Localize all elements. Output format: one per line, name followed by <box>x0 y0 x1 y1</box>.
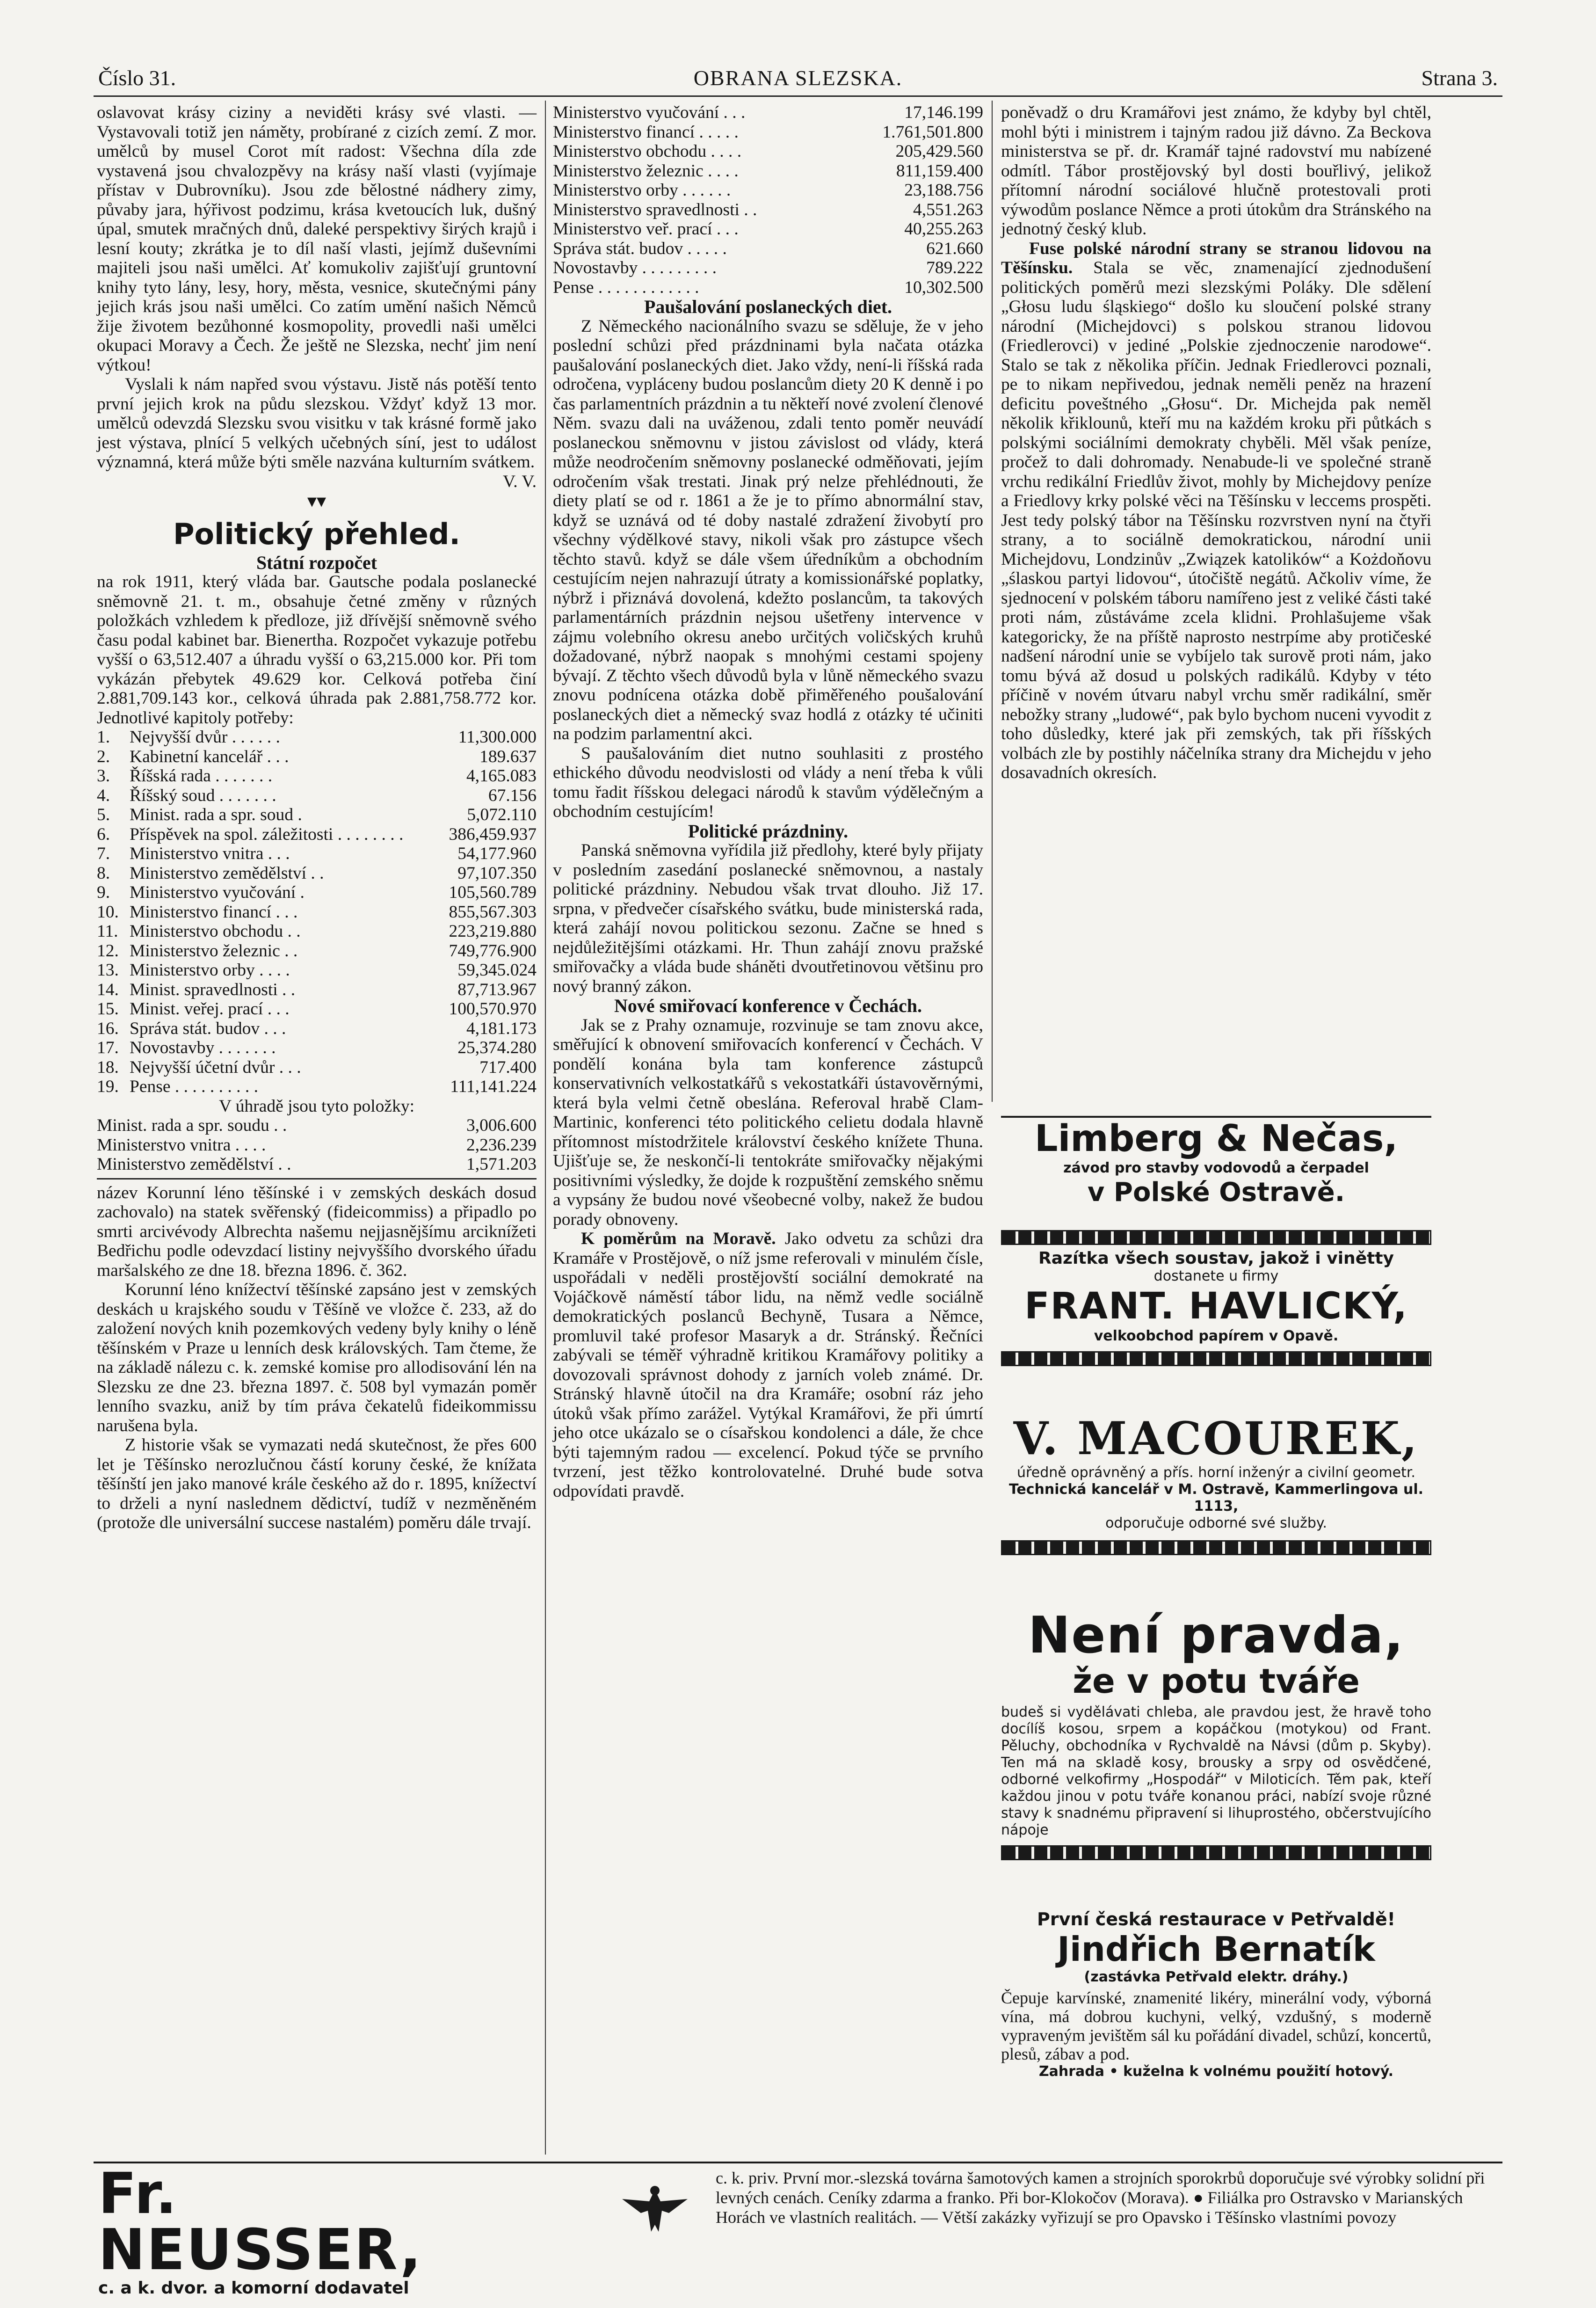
ad-company: Limberg & Nečas, <box>1034 1118 1398 1160</box>
column-3 <box>1001 103 1431 783</box>
item-value: 4,181.173 <box>466 1019 537 1038</box>
item-label: Novostavby . . . . . . . <box>130 1038 276 1057</box>
column-divider <box>545 101 546 2155</box>
list-row <box>553 103 983 123</box>
item-label: Ministerstvo zemědělství . . <box>130 863 324 883</box>
item-label: Minist. rada a spr. soudu . . <box>97 1116 287 1135</box>
border-ornament <box>1001 1540 1431 1555</box>
list-row <box>553 123 983 142</box>
list-row <box>97 786 537 806</box>
list-row <box>97 1058 537 1078</box>
ad-line: velkoobchod papírem v Opavě. <box>1094 1328 1339 1344</box>
item-number: 8. <box>97 863 110 883</box>
list-heading: V úhradě jsou tyto položky: <box>218 1096 414 1116</box>
item-label: Říšský soud . . . . . . . <box>130 786 276 805</box>
item-label: Minist. veřej. prací . . . <box>130 999 290 1019</box>
ad-headline: že v potu tváře <box>1073 1661 1360 1701</box>
ornament: ▾▾ <box>307 490 326 511</box>
item-label: Pense . . . . . . . . . . . . <box>553 277 699 297</box>
signature: V. V. <box>503 472 537 491</box>
ad-company: FRANT. HAVLICKÝ, <box>1024 1285 1408 1327</box>
ad-line: Razítka všech soustav, jakož i vinětty <box>1038 1249 1394 1268</box>
item-value: 223,219.880 <box>449 922 537 941</box>
list-row <box>97 941 537 961</box>
list-row <box>97 844 537 864</box>
footer-text: c. k. priv. První mor.-slezská továrna šamotových kamen a strojních sporokrbů doporučuje své výrobky solidní při levných cenách. Ceníky zdarma a franko. Při bor-Klokočov (Morava). ● Filiálka pro Ostravsko v Marianských Horách ve vlastních realitách. — Větší zakázky vyřizují se pro Opavsko i Těšínsko vlastními povozy <box>716 2169 1485 2227</box>
item-value: 3,006.600 <box>466 1116 537 1135</box>
ad-line: dostanete u firmy <box>1153 1268 1279 1284</box>
item-label: Ministerstvo financí . . . <box>130 902 298 922</box>
ad-body: budeš si vydělávati chleba, ale pravdou jest, že hravě toho docílíš kosou, srpem a kopáčkou (motykou) od Frant. Pěluchy, obchodníka v Rychvaldě na Návsi (dům p. Skyby). Ten má na skladě kosy, brousky a srpy od osvědčené, odborné velkofirmy „Hospodář“ v Miloticích. Těm pak, kteří každou jinou v potu tváře konanou práci, nabízí svoje různé stavy k snadnému připravení si lihuprostého, občerstvujícího nápoje <box>1001 1704 1431 1838</box>
item-label: Říšská rada . . . . . . . <box>130 766 273 786</box>
article-paragraph: Panská sněmovna vyřídila již předlohy, které byly přijaty v posledním zasedání poslanecké sněmovnou, a nastaly politické prázdniny. Nebudou však trvat dlouho. Již 17. srpna, v předvečer císařského svátku, bude ministerská rada, která zahájí novou politickou sezonu. Začne se hned s nejdůležitějšími otázkami. Hr. Thun zahájí znovu pražské smiřovačky a vláda bude sháněti dvoutřetinovou většinu pro nový branný zákon. <box>553 841 983 996</box>
article-paragraph: Jak se z Prahy oznamuje, rozvinuje se tam znovu akce, směřující k obnovení smiřovacích konferencí v Čechách. V pondělí konána byla tam konference zástupců konservativních velkostatkářů s vekostatkáři ústavověrnými, která byla velmi četně obeslána. Referoval hrabě Clam-Martinic, konferenci této politického celietu dodala hlavně přítomnost místodržitele království českého knížete Thuna. Ujišťuje se, že neskončí-li tentokráte smiřovačky nějakými positivními výsledky, že dojde k rozpuštění zemského sněmu a vypsány že budou nové všeobecné volby, nakež že budou porady obnoveny. <box>553 1015 983 1229</box>
item-number: 17. <box>97 1038 119 1057</box>
column-2 <box>553 103 983 1501</box>
article-heading: Politické prázdniny. <box>688 820 849 842</box>
item-label: Ministerstvo vyučování . <box>130 883 305 902</box>
article-heading-inline: Fuse polské národní strany se stranou lidovou na Těšínsku. <box>1001 239 1431 277</box>
ad-line: První česká restaurace v Petřvaldě! <box>1037 1909 1395 1929</box>
item-value: 2,236.239 <box>466 1135 537 1155</box>
item-label: Ministerstvo orby . . . . . . <box>553 181 731 200</box>
item-label: Minist. spravedlnosti . . <box>130 980 296 999</box>
item-number: 3. <box>97 766 110 786</box>
eagle-emblem-icon <box>617 2180 692 2236</box>
item-value: 10,302.500 <box>904 277 983 297</box>
item-label: Ministerstvo spravedlnosti . . <box>553 200 757 219</box>
item-label: Ministerstvo vyučování . . . <box>553 103 746 122</box>
list-row <box>553 219 983 239</box>
item-value: 111,141.224 <box>450 1077 537 1096</box>
item-number: 5. <box>97 805 110 824</box>
item-label: Příspěvek na spol. záležitosti . . . . . . . . <box>130 824 404 844</box>
list-row <box>97 999 537 1019</box>
item-number: 6. <box>97 824 110 844</box>
list-row <box>97 903 537 922</box>
item-label: Ministerstvo železnic . . <box>130 941 298 961</box>
item-label: Ministerstvo financí . . . . . <box>553 122 739 142</box>
item-value: 386,459.937 <box>449 824 537 844</box>
ad-line: Zahrada • kuželna k volnému použití hotový. <box>1038 2063 1394 2080</box>
item-value: 749,776.900 <box>449 941 537 961</box>
item-value: 25,374.280 <box>457 1038 537 1057</box>
article-paragraph: Jako odvetu za schůzi dra Kramáře v Prostějově, o níž jsme referovali v minulém čísle, uspořádali v neděli prostějovští sociální demokraté na Vojáčkově náměstí tábor lidu, na němž vedle sociálně demokratických poslanců Bechyně, Tusara a Němce, promluvil také profesor Masaryk a dr. Stránský. Řečníci zabývali se téměř výhradně kritikou Kramářovy politiky a dovozovali správnost dohody z jarních voleb známé. Dr. Stránský hlavně útočil na dra Kramáře; osobní ráz jeho útoků však přímo zarážel. Vytýkal Kramářovi, že při úmrtí jeho otce ukázalo se o císařskou kondolenci a dále, že chce býti tajemným radou — excelencí. Pokud týče se prvního tvrzení, jest těžko kontrolovatelné. Druhé bude sotva odpovídati pravdě. <box>553 1229 984 1501</box>
ad-macourek <box>1001 1413 1431 1557</box>
item-value: 100,570.970 <box>449 999 537 1019</box>
footer-ad <box>94 2162 1502 2298</box>
ad-line: závod pro stavby vodovodů a čerpadel <box>1063 1160 1369 1176</box>
list-row <box>97 1019 537 1039</box>
item-value: 59,345.024 <box>457 961 537 980</box>
list-row <box>97 883 537 903</box>
list-row <box>97 1038 537 1058</box>
item-value: 4,551.263 <box>913 200 983 219</box>
item-value: 4,165.083 <box>466 766 537 786</box>
ad-line: odporučuje odborné své služby. <box>1105 1515 1327 1531</box>
logo-text: Fr. NEUSSER, <box>98 2162 423 2283</box>
list-row <box>97 728 537 747</box>
item-number: 16. <box>97 1019 119 1038</box>
item-label: Ministerstvo orby . . . . <box>130 961 290 980</box>
list-row <box>553 258 983 278</box>
page-number: Strana 3. <box>1421 66 1498 90</box>
ad-company: V. MACOUREK, <box>1013 1412 1419 1465</box>
item-label: Pense . . . . . . . . . . <box>130 1077 258 1096</box>
item-value: 17,146.199 <box>904 103 983 122</box>
ad-city: v Polské Ostravě. <box>1087 1177 1345 1208</box>
list-row <box>553 278 983 298</box>
list-row <box>97 805 537 825</box>
item-label: Ministerstvo železnic . . . . <box>553 161 739 181</box>
item-value: 11,300.000 <box>458 728 537 747</box>
list-row <box>97 1136 537 1155</box>
item-value: 855,567.303 <box>449 902 537 922</box>
article-heading: Nové smiřovací konference v Čechách. <box>614 995 922 1016</box>
header-rule <box>94 95 1502 97</box>
list-row <box>97 961 537 980</box>
rule <box>97 1178 537 1179</box>
list-row <box>97 766 537 786</box>
item-value: 67.156 <box>488 786 537 805</box>
item-value: 1.761,501.800 <box>882 122 983 142</box>
list-row <box>97 1116 537 1136</box>
item-label: Ministerstvo vnitra . . . . <box>97 1135 266 1155</box>
list-row <box>553 239 983 259</box>
article-paragraph: na rok 1911, který vláda bar. Gautsche podala poslanecké sněmovně 21. t. m., obsahuje četné změny v různých položkách vzhledem k předloze, již dřívější sněmovně svého času podal kabinet bar. Bienertha. Rozpočet vykazuje potřebu vyšší o 63,512.407 a úhradu vyšší o 63,215.000 kor. Při tom vykázán přebytek 49.629 kor. Celková potřeba činí 2.881,709.143 kor., celková úhrada pak 2.881,758.772 kor. Jednotlivé kapitoly potřeby: <box>97 572 537 728</box>
item-value: 1,571.203 <box>466 1155 537 1174</box>
item-value: 54,177.960 <box>457 844 537 863</box>
issue-number: Číslo 31. <box>98 66 176 90</box>
ad-line: Technická kancelář v M. Ostravě, Kammerlingova ul. 1113, <box>1008 1481 1424 1514</box>
list-row <box>97 1077 537 1097</box>
list-row <box>553 200 983 220</box>
ad-limberg-necas <box>1001 1116 1431 1209</box>
neusser-logo <box>98 2162 510 2298</box>
article-paragraph: S paušalováním diet nutno souhlasiti z prostého ethického důvodu neodvislosti od vlády a není třeba k vůli tomu řadit říšskou delegaci národů k stavům výdělečným a obchodním cestujícím! <box>553 743 983 821</box>
item-value: 23,188.756 <box>904 181 983 200</box>
list-row <box>97 1155 537 1174</box>
item-label: Ministerstvo obchodu . . . . <box>553 142 742 161</box>
coverage-list <box>97 1116 537 1174</box>
ad-line: úředně oprávněný a přís. horní inženýr a civilní geometr. <box>1017 1464 1415 1481</box>
ad-company: Jindřich Bernatík <box>1057 1929 1375 1969</box>
item-number: 13. <box>97 961 119 980</box>
list-row <box>97 980 537 1000</box>
border-ornament <box>1001 1230 1431 1245</box>
list-row <box>97 922 537 941</box>
section-title: Politický přehled. <box>173 517 460 551</box>
article-paragraph: Vyslali k nám napřed svou výstavu. Jistě nás potěší tento první jejich krok na půdu slezskou. Vždyť když 13 mor. umělců odevzdá Slezsku svou visitku v tak krásné formě jako jest výstava, plnící 5 velkých učebných síní, jest to událost významná, která může býti směle nazvána kulturním svátkem. <box>97 375 537 472</box>
item-number: 15. <box>97 999 119 1019</box>
item-label: Nejvyšší dvůr . . . . . . <box>130 728 280 747</box>
list-row <box>553 142 983 161</box>
list-row <box>553 161 983 181</box>
list-row <box>97 864 537 883</box>
coverage-list-cont <box>553 103 983 297</box>
item-label: Novostavby . . . . . . . . . <box>553 258 717 277</box>
item-value: 205,429.560 <box>895 142 983 161</box>
item-value: 97,107.350 <box>457 863 537 883</box>
item-number: 18. <box>97 1057 119 1077</box>
item-number: 2. <box>97 747 110 766</box>
article-paragraph: oslavovat krásy ciziny a neviděti krásy své vlasti. — Vystavovali totiž jen náměty, probírané z cizích zemí. Z mor. umělců by musel Corot mít radost: Všechna díla zde vystavená jsou chvalozpěvy na krásy naší vlasti (vyjímaje přístav v Dubrovníku). Jsou zde bělostné nádhery zimy, půvaby jara, hýřivost podzimu, krása kvetoucích luk, dušný úpal, smutek mračných dnů, daleké perspektivy širých krajů i lesní kouty; zkrátka je to díl naší vlasti, jejímž duševními majiteli jsou naši umělci. Ať komukoliv zajišťují gruntovní knihy tyto lány, lesy, hory, města, vesnice, skutečnými pány jejich krás jsou naši umělci. Co zatím umění našich Němců žije životem bezůhonné kosmopolity, provedli naši umělci okupaci Moravy a Čech. Že ještě ne Slezska, nechť jim není výtkou! <box>97 103 537 375</box>
item-value: 5,072.110 <box>467 805 537 824</box>
item-number: 7. <box>97 844 110 863</box>
article-paragraph: poněvadž o dru Kramářovi jest známo, že kdyby byl chtěl, mohl býti i ministrem i tajným radou již dávno. Za Beckova ministerstva se př. dr. Kramář tajné radovství mu nabízené odmítl. Tábor prostějovský byl dosti bouřlivý, jelikož přítomní národní sociálové hlučně protestovali proti výwodům poslance Němce a proti útokům dra Stránského na jednotný český klub. <box>1001 103 1431 239</box>
item-label: Ministerstvo vnitra . . . <box>130 844 290 863</box>
item-number: 19. <box>97 1077 119 1096</box>
list-row <box>553 181 983 200</box>
item-value: 40,255.263 <box>904 219 983 239</box>
article-heading: Státní rozpočet <box>256 552 377 573</box>
item-label: Nejvyšší účetní dvůr . . . <box>130 1057 301 1077</box>
item-value: 189.637 <box>479 747 537 766</box>
ad-bernatik <box>1001 1909 1431 2080</box>
item-label: Ministerstvo obchodu . . <box>130 922 301 941</box>
column-divider <box>992 101 993 1102</box>
item-number: 12. <box>97 941 119 961</box>
item-value: 789.222 <box>926 258 983 277</box>
article-paragraph: Korunní léno knížectví těšínské zapsáno jest v zemských deskách u krajského soudu v Těšíně ve vložce č. 233, až do založení nových knih pozemkových vedeny byly knihy o léně těšínském v Praze u lenních desk královských. Tam čteme, že na základě nálezu c. k. zemské komise pro allodisování lén na Slezsku ze dne 23. března 1897. č. 508 byl vymazán poměr lenního svazku, aniž by tím práva čekatelů fideikommissu narušena byla. <box>97 1280 537 1435</box>
border-ornament <box>1001 1845 1431 1860</box>
ad-line: (zastávka Petřvald elektr. dráhy.) <box>1084 1969 1349 1985</box>
item-value: 717.400 <box>479 1057 537 1077</box>
item-value: 811,159.400 <box>896 161 983 181</box>
item-label: Ministerstvo zemědělství . . <box>97 1155 291 1174</box>
ad-peluchy <box>1001 1606 1431 1862</box>
item-label: Správa stát. budov . . . <box>130 1019 286 1038</box>
item-label: Ministerstvo veř. prací . . . <box>553 219 739 239</box>
budget-list <box>97 728 537 1097</box>
item-label: Minist. rada a spr. soud . <box>130 805 302 824</box>
item-value: 105,560.789 <box>449 883 537 902</box>
logo-subtitle: c. a k. dvor. a komorní dodavatel <box>98 2279 409 2298</box>
article-paragraph: Z historie však se vymazati nedá skutečnost, že přes 600 let je Těšínsko nerozlučnou částí koruny české, že knížata těšínští jen jako manové krále českého až do r. 1895, knížectví to drželi a nyní naslednem dědictví, tudíž v nezměněném (protože dle universální succese nastalém) poměru dále trvají. <box>97 1435 537 1532</box>
item-value: 621.660 <box>926 239 983 258</box>
item-number: 9. <box>97 883 110 902</box>
list-row <box>97 747 537 767</box>
list-row <box>97 825 537 845</box>
article-paragraph: Stala se věc, znamenající zjednodušení politických poměrů mezi slezskými Poláky. Dle sdělení „Głosu ludu śląskiego“ došlo ku sloučení polské strany národní (Michejdovci) s polskou stranou lidovou (Friedlerovci) v jediné „Polskie zjednoczenie narodowe“. Stalo se tak z několika příčin. Jednak Friedlerovci poznali, pe to nikam nepřivedou, jednak neměli peněz na hrazení deficitu poveštného „Głosu“. Dr. Michejda pak neměl několik křiklounů, kteří mu na každém kroku při půtkách s polskými sociálními demokraty chyběli. Měl však peníze, pročež to dali dohromady. Nenabude-li ve společné straně vrchu redikální Friedlův život, mohly by Michejdovy peníze a Friedlovy krky polské věci na Těšínsku v leccems prospěti. Jest tedy polský tábor na Těšínsku rozvrstven nyní na čtyři strany, a to sociálně demokratickou, národní unii Michejdovu, Londzinův „Związek katolików“ a Kożdoňovu „ślaskou partyi lidovou“, útočiště negátů. Ačkoliv víme, že sjednocení v polském táboru namířeno jest z veliké části také proti nám, zůstáváme zcela klidni. Prohlašujeme však kategoricky, že na příště naprosto nestrpíme aby protičeské nadšení národní unie se vybíjelo tak surově proti nám, jako tomu bývá až dosud u polských radikálů. Kdyby v této příčině v novém útvaru nabyl vrchu směr radikální, směr nebožky strany „ludowé“, pak bylo bychom nuceni vyvodit z toho důsledky, které jak při zemských, tak při říšských volbách zle by postihly náčelníka strany dra Michejdu v jeho dosavadních okresích. <box>1001 258 1431 782</box>
column-1 <box>97 103 537 1533</box>
ad-havlicky <box>1001 1228 1431 1368</box>
item-label: Správa stát. budov . . . . . <box>553 239 727 258</box>
item-label: Kabinetní kancelář . . . <box>130 747 289 766</box>
border-ornament <box>1001 1351 1431 1366</box>
article-paragraph: název Korunní léno těšínské i v zemských deskách dosud zachovalo) na statek svěřenský (fideicommiss) a připadlo po smrti arcivévody Albrechta našemu nejjasnějšímu arciknížeti Bedřichu podle odevzdací listiny nejvyššího dvorského úřadu maršalského ze dne 18. března 1896. č. 362. <box>97 1183 537 1280</box>
item-number: 11. <box>97 922 118 941</box>
item-value: 87,713.967 <box>457 980 537 999</box>
item-number: 10. <box>97 902 119 922</box>
item-number: 1. <box>97 728 110 747</box>
masthead: OBRANA SLEZSKA. <box>693 66 903 90</box>
article-heading: Paušalování poslaneckých diet. <box>644 296 892 317</box>
page-header <box>98 66 1498 98</box>
item-number: 4. <box>97 786 110 805</box>
ad-headline: Není pravda, <box>1028 1606 1405 1665</box>
ad-body: Čepuje karvínské, znamenité likéry, minerální vody, výborná vína, má dobrou kuchyni, velký, vzdušný, s moderně vypraveným jevištěm sál ku pořádání divadel, schůzí, koncertů, plesů, zábav a pod. <box>1001 1988 1431 2063</box>
item-number: 14. <box>97 980 119 999</box>
article-heading-inline: K poměrům na Moravě. <box>581 1229 776 1248</box>
article-paragraph: Z Německého nacionálního svazu se sděluje, že v jeho poslední schůzi před prázdninami byla načata otázka paušalování poslaneckých diet. Jako vždy, není-li říšská rada odročena, vypláceny budou poslancům diety 20 K denně i po čas parlamentních prázdnin a tu někteří nové zvolení členové Něm. svazu dali na uváženou, zdali tento poměr neuvádí poslaneckou sněmovnu v jistou závislost od vlády, která může neodročením sněmovny poslanecké odměňovati, jejím odročením však trestati. Jinak prý nelze přehlédnouti, že diety platí se od r. 1861 a že je to přímo abnormální stav, když se uznává od té doby nastalé zdražení živobytí pro všechny výdělkové stavy, nikoli však pro zástupce všech těchto stavů. když se dále všem úředníkům a obchodním cestujícím nejen nahrazují útraty a komissionářské poplatky, nýbrž i přiznává dovolená, kdežto poslancům, ta takových parlamentárních prázdnin nejsou ušetřeny intervence v zájmu volebního okresu anebo určitých voličských kruhů dožadované, nýbrž naopak s mnohými cestami spojeny bývají. Z těchto všech důvodů byla v lůně německého svazu znovu podnícena otázka době přiměřeného poušalování poslaneckých diet a německý svaz hodlá z otázky té učiniti na podzim parlamentní akci. <box>553 316 983 743</box>
